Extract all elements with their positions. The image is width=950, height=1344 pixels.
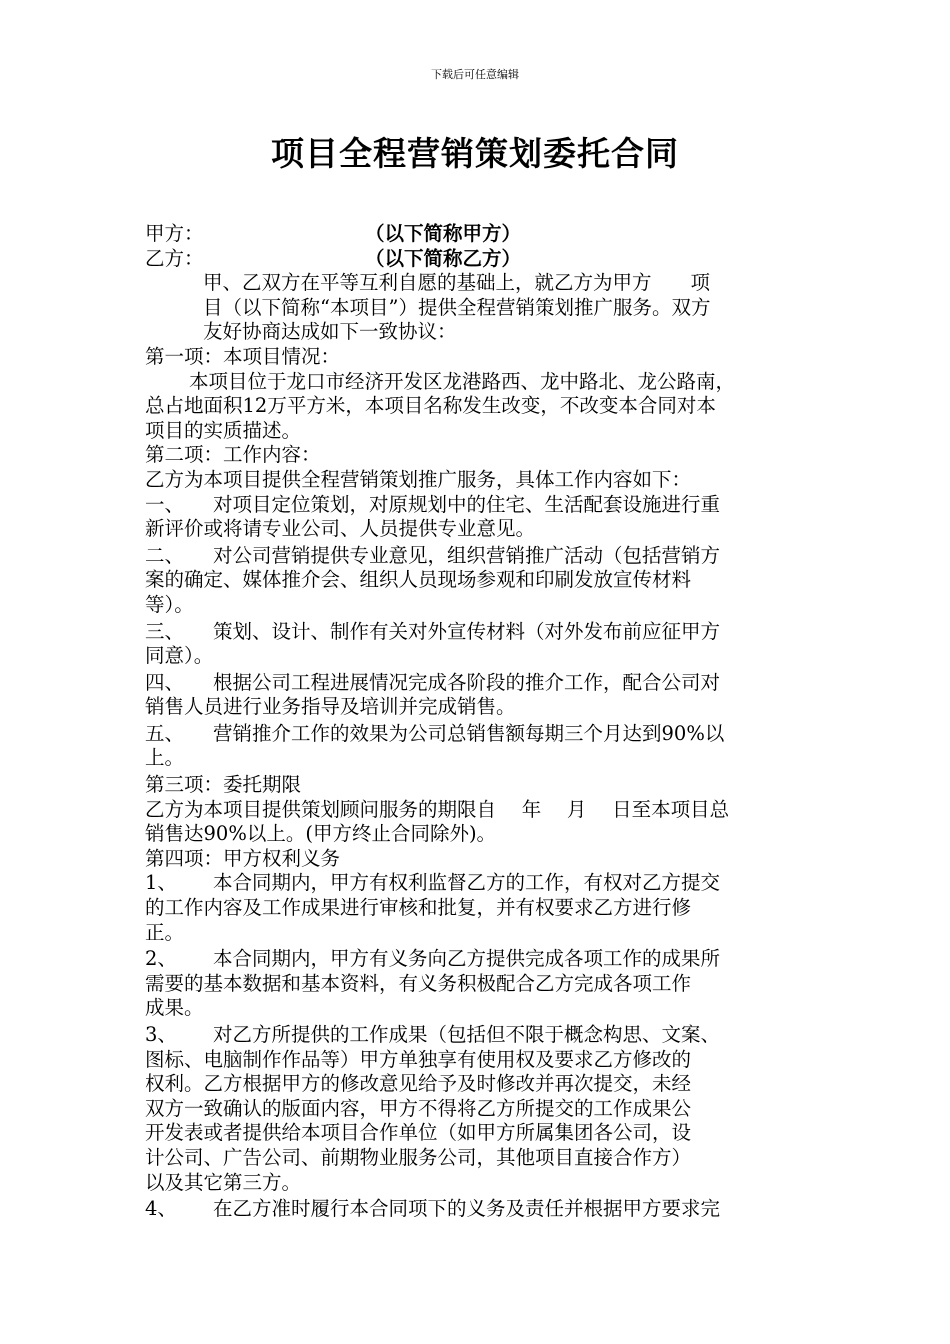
list-item-continuation: 计公司、广告公司、前期物业服务公司，其他项目直接合作方） — [145, 1145, 692, 1169]
list-item-number: 三、 — [145, 619, 185, 643]
list-item-text: 策划、设计、制作有关对外宣传材料（对外发布前应征甲方 — [213, 619, 721, 643]
list-item-number: 1、 — [145, 871, 177, 895]
list-item-continuation: 上。 — [145, 746, 185, 770]
list-item-continuation: 同意）。 — [145, 644, 214, 668]
paragraph-line: 乙方为本项目提供全程营销策划推广服务，具体工作内容如下： — [145, 467, 692, 491]
list-item-number: 五、 — [145, 721, 185, 745]
list-item-first-line — [145, 620, 809, 645]
list-item-continuation: 双方一致确认的版面内容，甲方不得将乙方所提交的工作成果公 — [145, 1096, 692, 1120]
list-item-continuation: 案的确定、媒体推介会、组织人员现场参观和印刷发放宣传材料 — [145, 568, 692, 592]
list-item-continuation: 开发表或者提供给本项目合作单位（如甲方所属集团各公司，设 — [145, 1121, 692, 1145]
party-a-label: 甲方： — [145, 222, 204, 245]
list-item-continuation: 成果。 — [145, 996, 204, 1020]
list-item-text: 本合同期内，甲方有权利监督乙方的工作，有权对乙方提交 — [213, 871, 721, 895]
preamble-line: 目（以下简称“本项目”）提供全程营销策划推广服务。双方 — [203, 295, 711, 319]
list-item-continuation: 等）。 — [145, 592, 194, 616]
list-item-number: 4、 — [145, 1197, 177, 1221]
list-item-first-line — [145, 671, 809, 696]
list-item — [145, 947, 809, 1021]
list-item-text: 对项目定位策划，对原规划中的住宅、生活配套设施进行重 — [213, 492, 721, 516]
list-item-number: 2、 — [145, 947, 177, 971]
section-heading: 第二项：工作内容： — [145, 443, 321, 467]
list-item — [145, 671, 809, 720]
rights-duties-list — [145, 871, 809, 1221]
paragraph-line: 本项目位于龙口市经济开发区龙港路西、龙中路北、龙公路南， — [189, 369, 736, 393]
list-item-number: 四、 — [145, 670, 185, 694]
party-b-note: （以下简称乙方） — [365, 246, 522, 270]
list-item — [145, 493, 809, 542]
list-item-text: 本合同期内，甲方有义务向乙方提供完成各项工作的成果所 — [213, 947, 721, 971]
list-item-continuation: 正。 — [145, 920, 185, 944]
document-title: 项目全程营销策划委托合同 — [271, 134, 679, 173]
header-note: 下载后可任意编辑 — [431, 68, 519, 81]
paragraph-line: 总占地面积12万平方米，本项目名称发生改变，不改变本合同对本 — [145, 394, 716, 418]
paragraph-line: 乙方为本项目提供策划顾问服务的期限自 年 月 日至本项目总 — [145, 797, 730, 821]
preamble — [145, 271, 809, 345]
list-item-continuation: 新评价或将请专业公司、人员提供专业意见。 — [145, 517, 536, 541]
list-item-number: 3、 — [145, 1023, 177, 1046]
list-item — [145, 1197, 809, 1222]
list-item-first-line — [145, 722, 809, 747]
party-b-label: 乙方： — [145, 246, 204, 270]
list-item — [145, 871, 809, 945]
list-item — [145, 722, 809, 771]
list-item-first-line — [145, 1197, 809, 1222]
section-heading: 第一项：本项目情况： — [145, 344, 341, 368]
list-item-number: 二、 — [145, 543, 185, 567]
list-item-continuation: 权利。乙方根据甲方的修改意见给予及时修改并再次提交，未经 — [145, 1072, 692, 1096]
list-item-text: 对乙方所提供的工作成果（包括但不限于概念构思、文案、 — [213, 1023, 721, 1046]
paragraph-line: 项目的实质描述。 — [145, 418, 302, 442]
list-item-text: 营销推介工作的效果为公司总销售额每期三个月达到90%以 — [213, 721, 725, 745]
party-a-line — [145, 222, 809, 247]
list-item — [145, 620, 809, 669]
list-item-first-line — [145, 871, 809, 896]
section-heading: 第四项：甲方权利义务 — [145, 846, 341, 870]
list-item — [145, 1023, 809, 1195]
list-item-first-line — [145, 947, 809, 972]
work-content-list — [145, 493, 809, 772]
list-item-continuation: 的工作内容及工作成果进行审核和批复，并有权要求乙方进行修 — [145, 896, 692, 920]
preamble-line: 友好协商达成如下一致协议： — [203, 320, 457, 344]
list-item-continuation: 图标、电脑制作作品等）甲方单独享有使用权及要求乙方修改的 — [145, 1047, 692, 1071]
contract-body — [145, 222, 809, 1224]
list-item-text: 在乙方准时履行本合同项下的义务及责任并根据甲方要求完 — [213, 1197, 721, 1221]
list-item-text: 根据公司工程进展情况完成各阶段的推介工作，配合公司对 — [213, 670, 721, 694]
paragraph-line: 销售达90%以上。(甲方终止合同除外)。 — [145, 822, 497, 846]
preamble-line: 甲、乙双方在平等互利自愿的基础上，就乙方为甲方 项 — [203, 271, 711, 295]
list-item-number: 一、 — [145, 492, 185, 516]
section-heading: 第三项：委托期限 — [145, 773, 302, 797]
list-item-first-line — [145, 1023, 809, 1048]
list-item — [145, 544, 809, 618]
list-item-first-line — [145, 493, 809, 518]
list-item-continuation: 需要的基本数据和基本资料，有义务积极配合乙方完成各项工作 — [145, 971, 692, 995]
list-item-continuation: 销售人员进行业务指导及培训并完成销售。 — [145, 695, 516, 719]
party-a-note: （以下简称甲方） — [365, 222, 522, 245]
party-b-line — [145, 247, 809, 272]
list-item-first-line — [145, 544, 809, 569]
list-item-continuation: 以及其它第三方。 — [145, 1170, 302, 1194]
list-item-text: 对公司营销提供专业意见，组织营销推广活动（包括营销方 — [213, 543, 721, 567]
